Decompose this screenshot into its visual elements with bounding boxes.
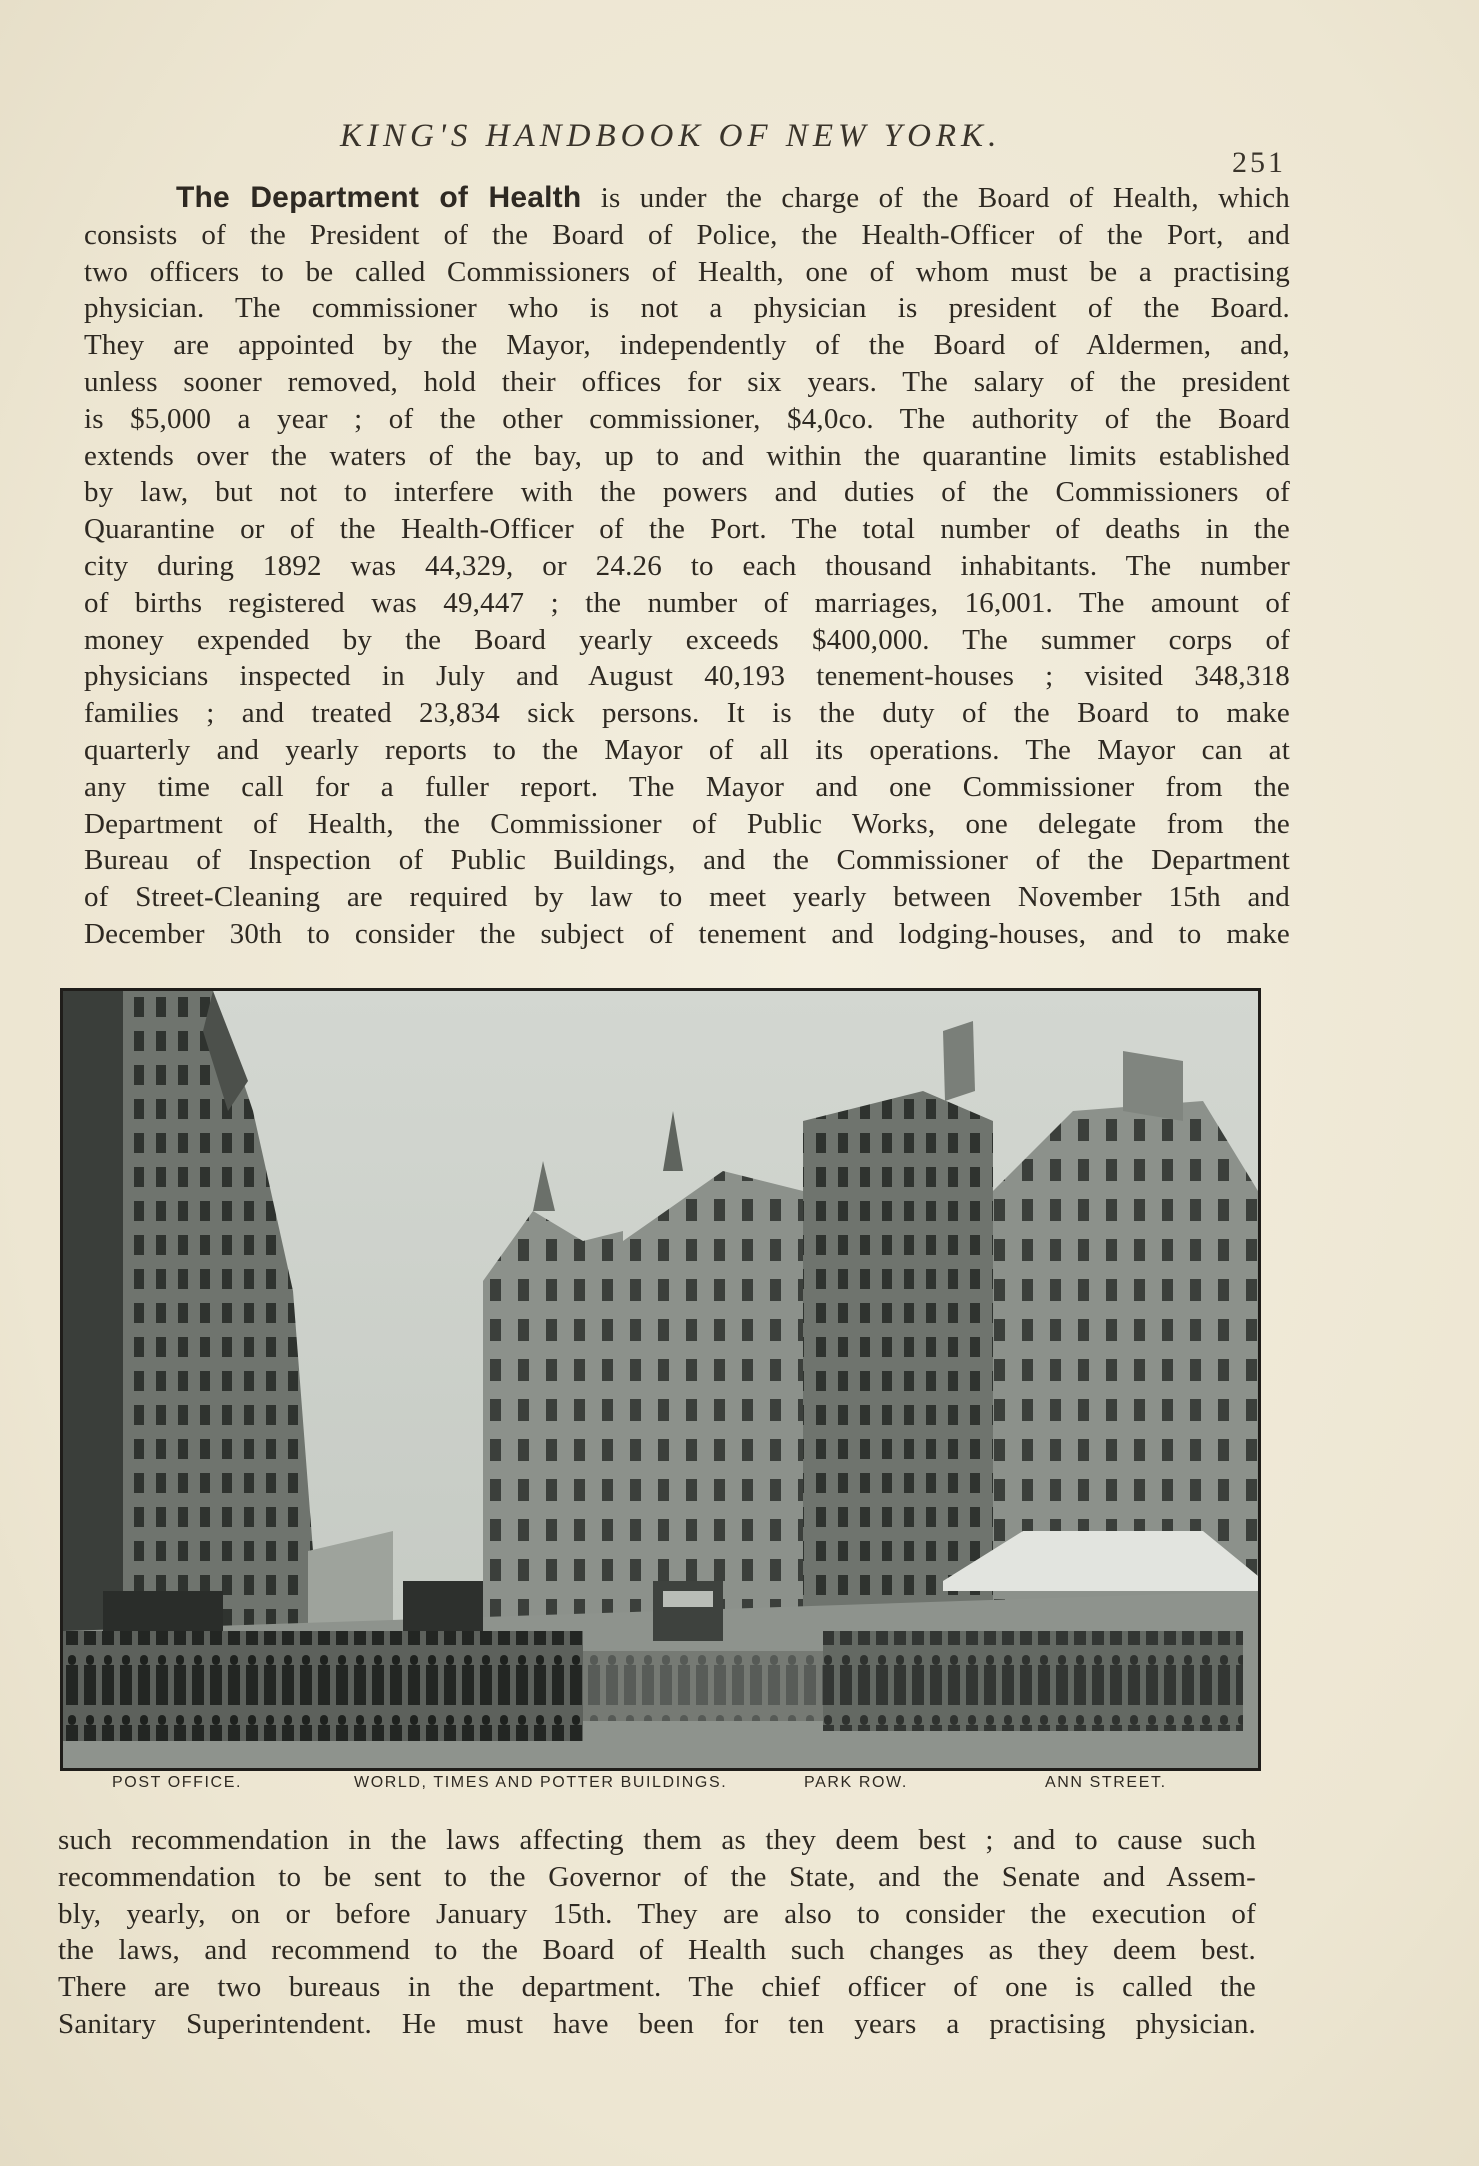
text-line: any time call for a fuller report. The Mayor and one Commissioner from the (84, 770, 1290, 803)
text-line: is $5,000 a year ; of the other commissioner, $4,0co. The authority of the Board (84, 402, 1290, 435)
text-line: They are appointed by the Mayor, independently of the Board of Aldermen, and, (84, 329, 1290, 362)
text-line: such recommendation in the laws affecting them as they deem best ; and to cause such (58, 1824, 1256, 1856)
caption-post-office: POST OFFICE. (112, 1774, 243, 1791)
caption-park-row: PARK ROW. (804, 1774, 908, 1791)
text-line: families ; and treated 23,834 sick persons. It is the duty of the Board to make (84, 697, 1290, 730)
lead-phrase: The Department of Health (176, 181, 582, 214)
text-line: of Street-Cleaning are required by law to meet yearly between November 15th and (84, 881, 1290, 914)
caption-ann-street: ANN STREET. (1045, 1774, 1167, 1791)
street-scene-illustration (63, 991, 1258, 1768)
running-title: KING'S HANDBOOK OF NEW YORK. (340, 118, 1002, 154)
text-line: city during 1892 was 44,329, or 24.26 to each thousand inhabitants. The number (84, 549, 1290, 582)
text-line: physicians inspected in July and August 40,193 tenement-houses ; visited 348,318 (84, 660, 1290, 693)
text-line: consists of the President of the Board of Police, the Health-Officer of the Port, and (84, 218, 1290, 251)
text-line: of births registered was 49,447 ; the number of marriages, 16,001. The amount of (84, 586, 1290, 619)
text-line: two officers to be called Commissioners of Health, one of whom must be a practising (84, 255, 1290, 288)
page-number: 251 (1232, 146, 1286, 179)
text-line: Department of Health, the Commissioner of Public Works, one delegate from the (84, 807, 1290, 840)
text-line: Quarantine or of the Health-Officer of the Port. The total number of deaths in the (84, 513, 1290, 546)
text-line: There are two bureaus in the department. The chief officer of one is called the (58, 1971, 1256, 2004)
text-line: money expended by the Board yearly exceeds $400,000. The summer corps of (84, 623, 1290, 656)
street-photograph (60, 988, 1261, 1771)
text-line: physician. The commissioner who is not a physician is president of the Board. (84, 292, 1290, 325)
caption-buildings: WORLD, TIMES AND POTTER BUILDINGS. (354, 1774, 728, 1791)
text-line: unless sooner removed, hold their offices for six years. The salary of the president (84, 365, 1290, 398)
text-line: quarterly and yearly reports to the Mayor of all its operations. The Mayor can at (84, 733, 1290, 766)
text-line: extends over the waters of the bay, up to and within the quarantine limits established (84, 439, 1290, 472)
text-line: bly, yearly, on or before January 15th. They are also to consider the execution of (58, 1897, 1256, 1930)
text-line: The Department of Health is under the charge of the Board of Health, which (176, 181, 1291, 214)
text-line: the laws, and recommend to the Board of Health such changes as they deem best. (58, 1934, 1256, 1967)
paragraph-bottom (58, 1822, 1256, 2043)
text-line: Sanitary Superintendent. He must have been for ten years a practising physician. (58, 2007, 1256, 2040)
text-line: by law, but not to interfere with the powers and duties of the Commissioners of (84, 476, 1290, 509)
paragraph-top (84, 180, 1290, 953)
text-line: Bureau of Inspection of Public Buildings, and the Commissioner of the Department (84, 844, 1290, 877)
text-line: recommendation to be sent to the Governor of the State, and the Senate and Assem- (58, 1860, 1256, 1893)
text-line: December 30th to consider the subject of tenement and lodging-houses, and to make (84, 917, 1290, 950)
